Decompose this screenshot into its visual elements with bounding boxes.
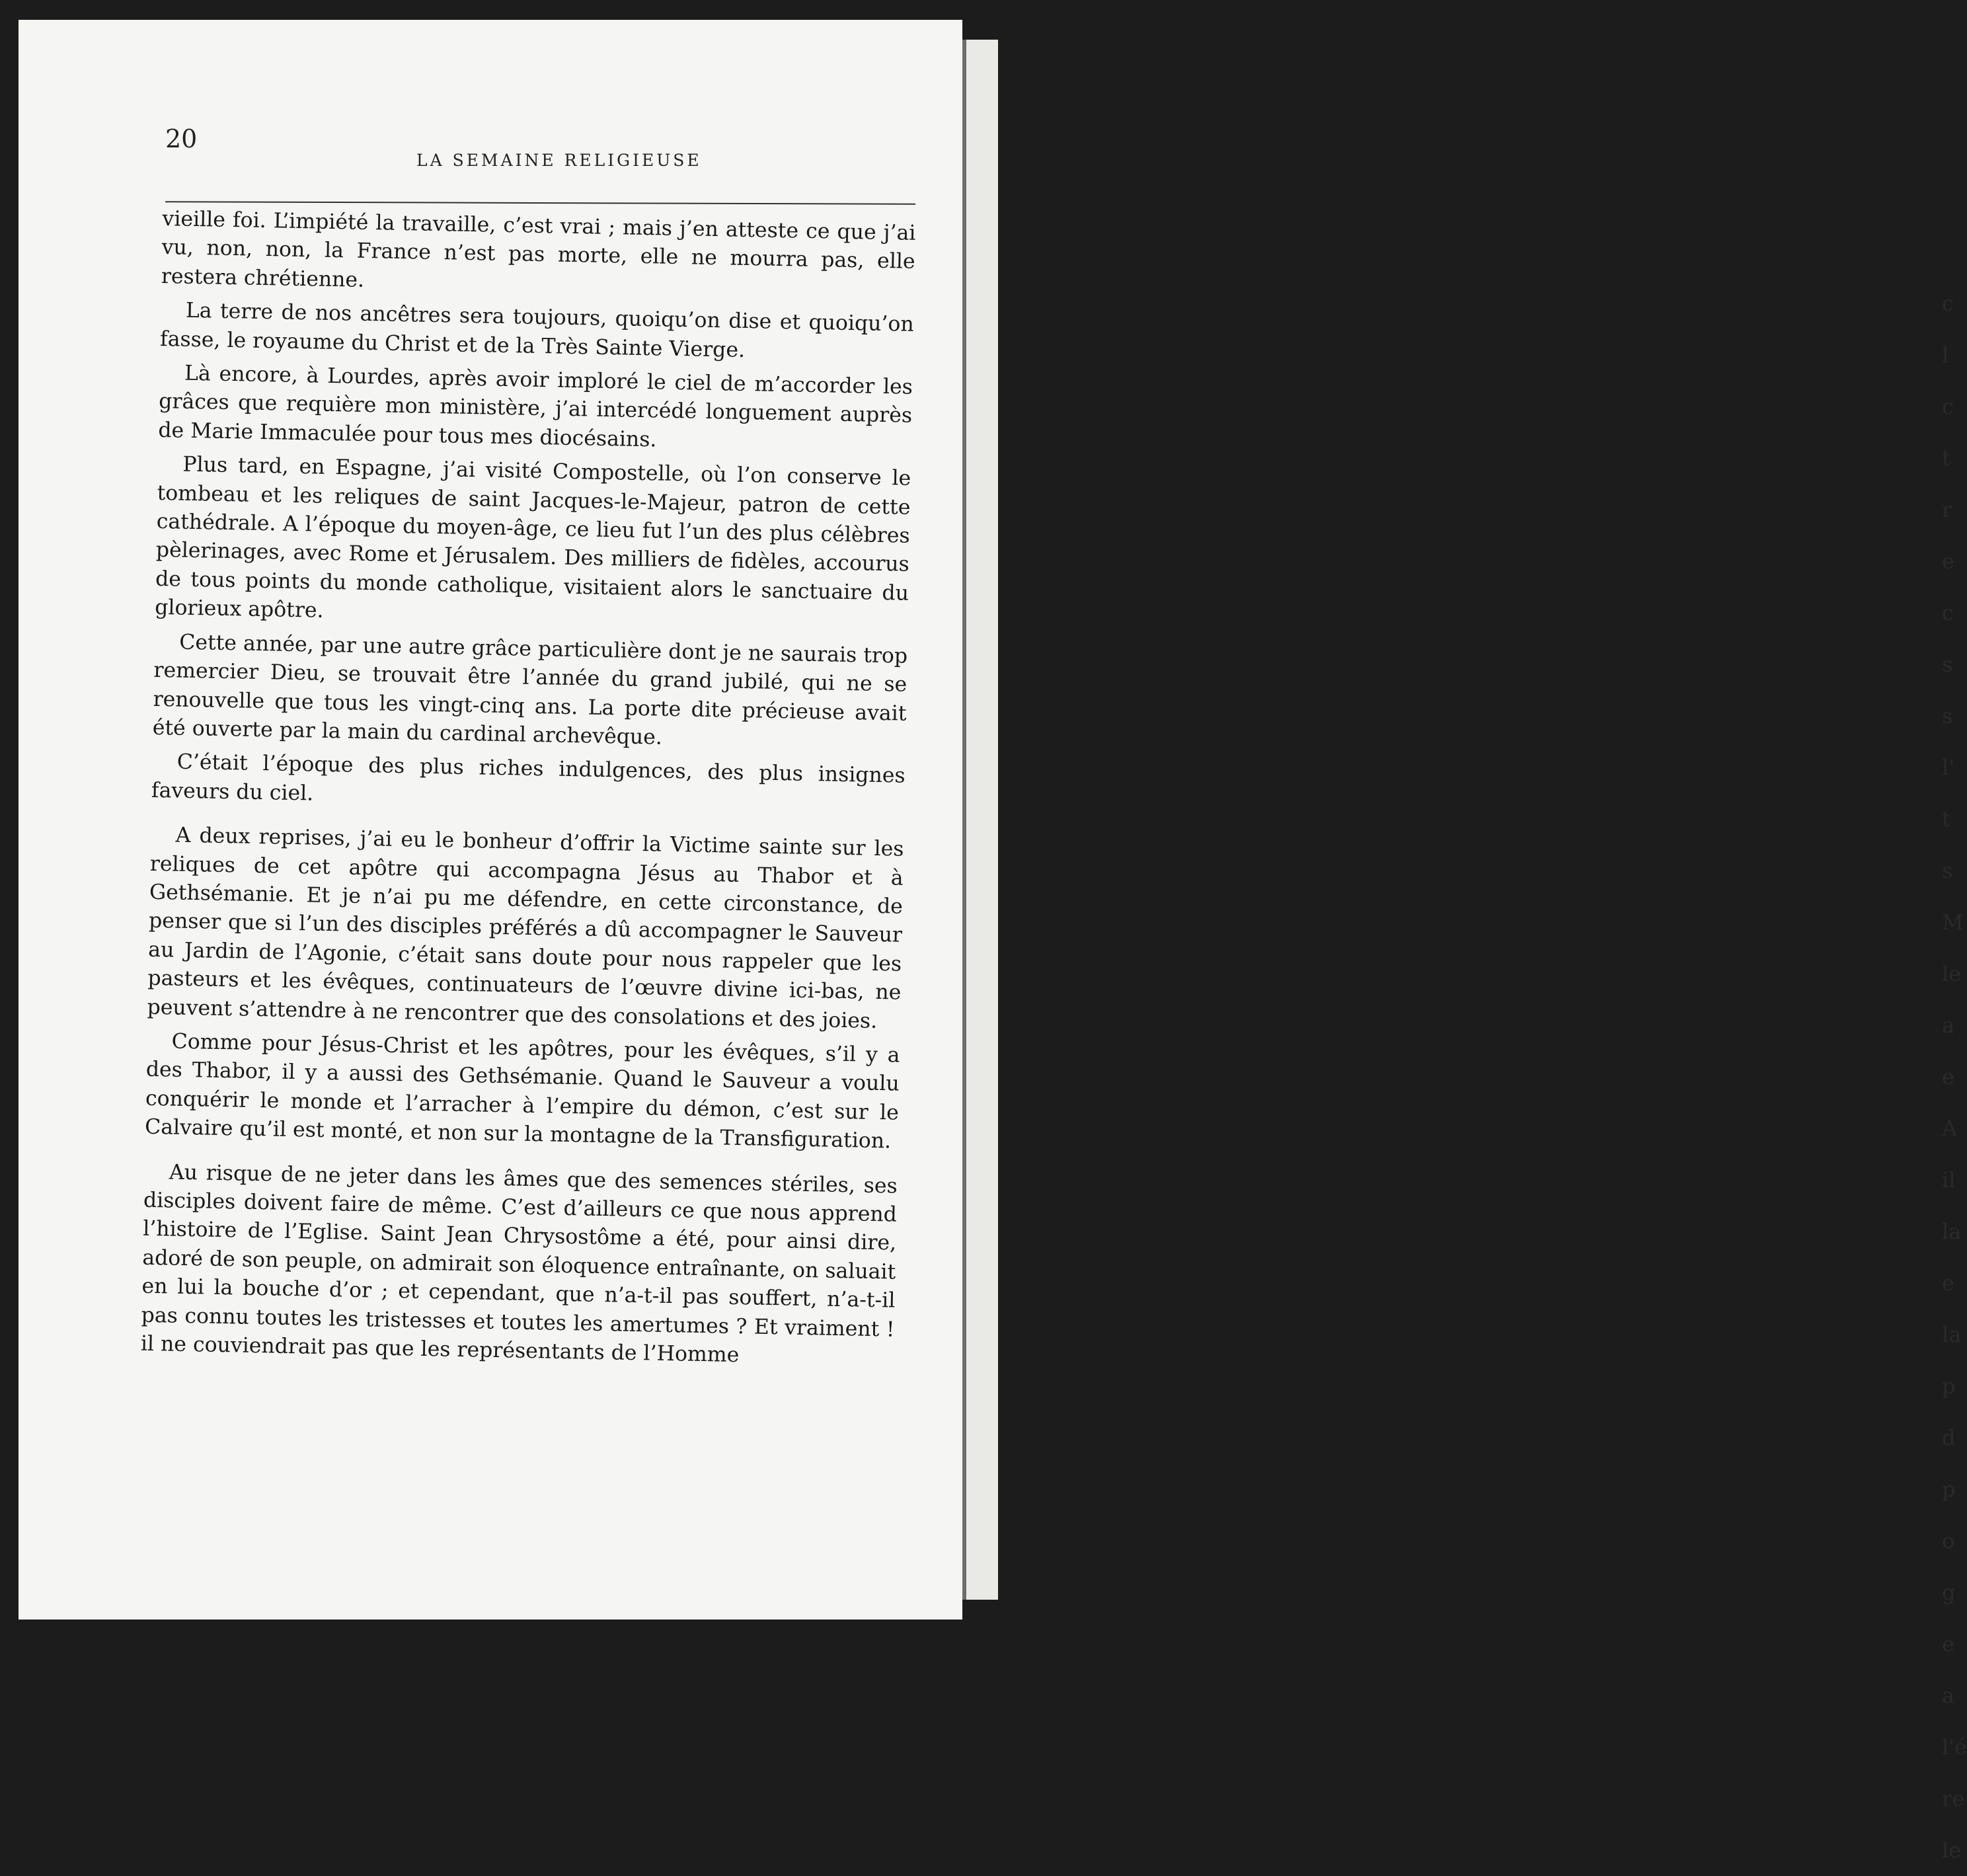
facing-page-letter: le: [1942, 1838, 1962, 1863]
paragraph: Cette année, par une autre grâce particulière dont je ne saurais trop remercier Dieu, se trouvait être l’année du grand jubilé, qui ne se renouvelle que tous les vingt-cinq ans. La porte dite précieuse avait été ouverte par la main du cardinal archevêque.: [152, 630, 908, 750]
facing-page-letter: s: [1942, 858, 1953, 883]
page-number: 20: [165, 124, 198, 153]
facing-page-letter: a: [1942, 1683, 1955, 1708]
facing-page-letter: e: [1942, 1270, 1954, 1296]
paragraph: Là encore, à Lourdes, après avoir imploré le ciel de m’accorder les grâces que requière mon ministère, j’ai intercédé longuement auprès de Marie Immaculée pour tous mes diocésains.: [158, 361, 913, 452]
facing-page-letter: a: [1942, 1013, 1955, 1038]
paragraph: C’était l’époque des plus riches indulgences, des plus insignes faveurs du ciel.: [151, 750, 906, 806]
paragraph: Plus tard, en Espagne, j’ai visité Compostelle, où l’on conserve le tombeau et les reliques de saint Jacques-le-Majeur, patron de cette cathédrale. A l’époque du moyen-âge, ce lieu fut l’un des plus célèbres pèlerinages, avec Rome et Jérusalem. Des milliers de fidèles, accourus de tous points du monde catholique, visitaient alors le sanctuaire du glorieux apôtre.: [154, 452, 911, 623]
facing-page-letter: s: [1942, 652, 1953, 677]
facing-page-edge: [962, 40, 1967, 1863]
facing-page-letter: l'é: [1942, 1735, 1967, 1760]
facing-page-letter: g: [1942, 1580, 1956, 1605]
running-title: LA SEMAINE RELIGIEUSE: [416, 151, 702, 170]
facing-page-letter: re: [1942, 1786, 1965, 1811]
facing-page-letter: e: [1942, 1064, 1954, 1089]
facing-page-letter: l': [1942, 755, 1955, 780]
facing-page-letter: o: [1942, 1528, 1955, 1553]
facing-page-letter: t: [1942, 806, 1950, 832]
body-text: [140, 205, 916, 1383]
facing-page-letter: la: [1942, 1219, 1962, 1244]
paragraph: Comme pour Jésus-Christ et les apôtres, pour les évêques, s’il y a des Thabor, il y a aussi des Gethsémanie. Quand le Sauveur a voulu conquérir le monde et l’arracher à l’empire du démon, c’est sur le Calvaire qu’il est monté, et non sur la montagne de la Transfiguration.: [144, 1029, 900, 1153]
facing-page-letter: e: [1942, 1631, 1954, 1657]
facing-page-letter: e: [1942, 549, 1954, 574]
facing-page-letter: A: [1942, 1116, 1958, 1141]
facing-page-letter: p: [1942, 1477, 1956, 1502]
facing-page-letter: t: [1942, 446, 1950, 471]
facing-page-letter: p: [1942, 1374, 1956, 1399]
facing-page-letter: r: [1942, 497, 1952, 522]
page-header: [165, 124, 919, 171]
facing-page-letter: la: [1942, 1322, 1962, 1347]
facing-page-letter: l: [1942, 342, 1949, 368]
facing-page-letter: il: [1942, 1167, 1956, 1192]
facing-page-letters: [1942, 278, 1967, 1876]
facing-page-letter: c: [1942, 291, 1954, 316]
paragraph: A deux reprises, j’ai eu le bonheur d’offrir la Victime sainte sur les reliques de cet apôtre qui accompagna Jésus au Thabor et à Gethsémanie. Et je n’ai pu me défendre, en cette circonstance, de penser que si l’un des disciples préférés a dû accompagner le Sauveur au Jardin de l’Agonie, c’était sans doute pour nous rappeler que les pasteurs et les évêques, continuateurs de l’œuvre divine ici-bas, ne peuvent s’attendre à ne rencontrer que des consolations et des joies.: [147, 823, 904, 1033]
facing-page-letter: c: [1942, 394, 1954, 419]
facing-page-letter: M: [1942, 910, 1964, 935]
paragraph: Au risque de ne jeter dans les âmes que des semences stériles, ses disciples doivent faire de même. C’est d’ailleurs ce que nous apprend l’histoire de l’Eglise. Saint Jean Chrysostôme a été, pour ainsi dire, adoré de son peuple, on admirait son éloquence entraînante, on saluait en lui la bouche d’or ; et cependant, que n’a-t-il pas souffert, n’a-t-il pas connu toutes les tristesses et toutes les amertumes ? Et vraiment ! il ne couviendrait pas que les représentants de l’Homme: [140, 1160, 898, 1368]
paragraph: vieille foi. L’impiété la travaille, c’est vrai ; mais j’en atteste ce que j’ai vu, non, non, la France n’est pas morte, elle ne mourra pas, elle restera chrétienne.: [161, 206, 916, 292]
facing-page-letter: c: [1942, 600, 1954, 625]
facing-page-letter: d: [1942, 1425, 1956, 1450]
facing-page-letter: s: [1942, 703, 1953, 728]
paragraph: La terre de nos ancêtres sera toujours, quoiqu’on dise et quoiqu’on fasse, le royaume du Christ et de la Très Sainte Vierge.: [159, 298, 915, 362]
facing-page-letter: le: [1942, 961, 1962, 986]
